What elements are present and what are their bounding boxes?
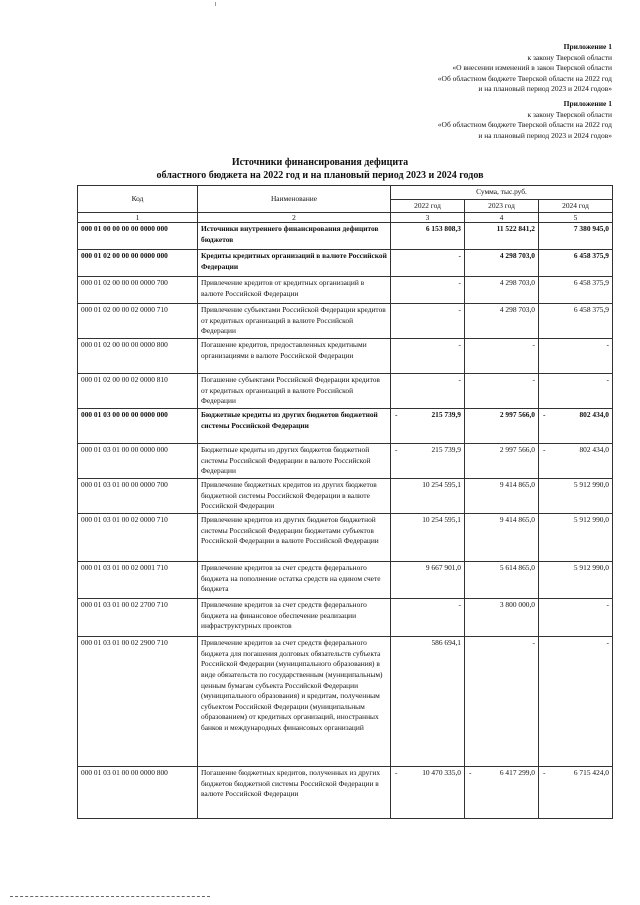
- row-value-2024: [539, 339, 613, 374]
- title-line-2: областного бюджета на 2022 год и на плановый период 2023 и 2024 годов: [156, 170, 484, 181]
- row-value-2024: [539, 767, 613, 819]
- value-text: -: [458, 251, 461, 261]
- value-text: -: [458, 305, 461, 315]
- value-text: -: [606, 600, 609, 610]
- row-value-2023: [465, 304, 539, 339]
- row-value-2024: [539, 444, 613, 479]
- appendix-header-amending: [438, 42, 612, 95]
- value-text: -: [458, 600, 461, 610]
- row-name: Бюджетные кредиты из других бюджетов бюджетной системы Российской Федерации: [198, 409, 391, 444]
- value-text: 802 434,0: [579, 410, 609, 420]
- minus-sign: -: [395, 410, 398, 420]
- row-name: Привлечение кредитов за счет средств федерального бюджета на пополнение остатка средств на едином счете бюджета: [198, 562, 391, 599]
- value-text: 6 153 808,3: [425, 224, 461, 234]
- row-value-2022: [391, 304, 465, 339]
- row-code: 000 01 03 01 00 02 2900 710: [78, 637, 198, 767]
- appendix-line: к закону Тверской области: [527, 52, 612, 62]
- row-value-2024: [539, 599, 613, 637]
- row-code: 000 01 02 00 00 00 0000 000: [78, 250, 198, 277]
- value-text: -: [458, 278, 461, 288]
- value-text: 2 997 566,0: [499, 445, 535, 455]
- value-text: -: [458, 340, 461, 350]
- table-row: [78, 767, 613, 819]
- value-text: -: [606, 340, 609, 350]
- row-code: 000 01 02 00 00 02 0000 810: [78, 374, 198, 409]
- row-value-2024: [539, 479, 613, 514]
- value-text: 9 414 865,0: [499, 480, 535, 490]
- appendix-header-original: [438, 99, 612, 141]
- row-name: Погашение субъектами Российской Федерации кредитов от кредитных организаций в валюте Российской Федерации: [198, 374, 391, 409]
- row-value-2024: [539, 250, 613, 277]
- table-row: [78, 409, 613, 444]
- row-value-2023: [465, 409, 539, 444]
- value-text: -: [458, 375, 461, 385]
- table-body: [78, 223, 613, 819]
- minus-sign: -: [543, 768, 546, 778]
- value-text: 6 715 424,0: [573, 768, 609, 778]
- value-text: 5 912 990,0: [573, 515, 609, 525]
- table-row: [78, 599, 613, 637]
- value-text: 7 380 945,0: [573, 224, 609, 234]
- value-text: 5 912 990,0: [573, 480, 609, 490]
- column-index: 4: [465, 213, 539, 223]
- appendix-line: и на плановый период 2023 и 2024 годов»: [478, 130, 612, 140]
- row-value-2022: [391, 479, 465, 514]
- value-text: -: [606, 638, 609, 648]
- value-text: 10 254 595,1: [422, 480, 461, 490]
- row-value-2024: [539, 562, 613, 599]
- table-row: [78, 250, 613, 277]
- row-value-2024: [539, 409, 613, 444]
- table-row: [78, 514, 613, 562]
- row-value-2023: [465, 339, 539, 374]
- row-code: 000 01 03 00 00 00 0000 000: [78, 409, 198, 444]
- appendix-line: «Об областном бюджете Тверской области на 2022 год: [437, 120, 612, 129]
- table-row: [78, 444, 613, 479]
- appendix-line: к закону Тверской области: [527, 109, 612, 119]
- row-name: Погашение кредитов, предоставленных кредитными организациями в валюте Российской Федерации: [198, 339, 391, 374]
- row-name: Привлечение кредитов за счет средств федерального бюджета на финансовое обеспечение реализации инфраструктурных проектов: [198, 599, 391, 637]
- scan-mark: [215, 2, 216, 6]
- row-value-2024: [539, 514, 613, 562]
- value-text: 2 997 566,0: [499, 410, 535, 420]
- financing-sources-table: [77, 185, 613, 819]
- value-text: 10 470 335,0: [422, 768, 461, 778]
- row-name: Привлечение бюджетных кредитов из других бюджетов бюджетной системы Российской Федерации в валюте Российской Федерации: [198, 479, 391, 514]
- footer-rule: [10, 896, 210, 897]
- column-header-code: Код: [78, 186, 198, 213]
- row-value-2022: [391, 562, 465, 599]
- column-header-name: Наименование: [198, 186, 391, 213]
- value-text: 5 912 990,0: [573, 563, 609, 573]
- value-text: 215 739,9: [431, 410, 461, 420]
- row-name: Кредиты кредитных организаций в валюте Российской Федерации: [198, 250, 391, 277]
- column-index: 2: [198, 213, 391, 223]
- appendix-line: «Об областном бюджете Тверской области на 2022 год: [437, 73, 612, 83]
- column-index: 5: [539, 213, 613, 223]
- row-code: 000 01 00 00 00 00 0000 000: [78, 223, 198, 250]
- row-value-2023: [465, 374, 539, 409]
- row-value-2023: [465, 514, 539, 562]
- table-row: [78, 562, 613, 599]
- row-value-2024: [539, 304, 613, 339]
- column-header-year: 2024 год: [539, 199, 613, 213]
- row-name: Погашение бюджетных кредитов, полученных из других бюджетов бюджетной системы Российской Федерации в валюте Российской Федерации: [198, 767, 391, 819]
- value-text: 215 739,9: [431, 445, 461, 455]
- row-value-2022: [391, 514, 465, 562]
- row-value-2022: [391, 637, 465, 767]
- row-value-2024: [539, 223, 613, 250]
- appendix-line: «О внесении изменений в закон Тверской области: [452, 63, 612, 72]
- value-text: 6 458 375,9: [573, 278, 609, 288]
- table-row: [78, 304, 613, 339]
- row-value-2023: [465, 767, 539, 819]
- row-code: 000 01 03 01 00 02 0000 710: [78, 514, 198, 562]
- table-row: [78, 479, 613, 514]
- value-text: 11 522 841,2: [496, 224, 535, 234]
- value-text: 9 667 901,0: [425, 563, 461, 573]
- table-row: [78, 339, 613, 374]
- value-text: 10 254 595,1: [422, 515, 461, 525]
- row-value-2024: [539, 277, 613, 304]
- row-name: Привлечение субъектами Российской Федерации кредитов от кредитных организаций в валюте Российской Федерации: [198, 304, 391, 339]
- column-header-year: 2023 год: [465, 199, 539, 213]
- row-name: Привлечение кредитов от кредитных организаций в валюте Российской Федерации: [198, 277, 391, 304]
- row-value-2023: [465, 562, 539, 599]
- row-value-2023: [465, 637, 539, 767]
- value-text: 6 417 299,0: [499, 768, 535, 778]
- appendix-title: Приложение 1: [563, 42, 612, 51]
- minus-sign: -: [543, 410, 546, 420]
- column-index: 3: [391, 213, 465, 223]
- value-text: 5 614 865,0: [499, 563, 535, 573]
- value-text: 3 800 000,0: [499, 600, 535, 610]
- value-text: 4 298 703,0: [499, 278, 535, 288]
- table-row: [78, 637, 613, 767]
- minus-sign: -: [543, 445, 546, 455]
- column-index: 1: [78, 213, 198, 223]
- value-text: 4 298 703,0: [499, 251, 535, 261]
- value-text: -: [532, 638, 535, 648]
- value-text: -: [606, 375, 609, 385]
- value-text: 4 298 703,0: [499, 305, 535, 315]
- document-title: [0, 156, 640, 182]
- row-value-2023: [465, 223, 539, 250]
- row-value-2022: [391, 339, 465, 374]
- row-value-2022: [391, 223, 465, 250]
- table-row: [78, 223, 613, 250]
- row-code: 000 01 03 01 00 00 0000 700: [78, 479, 198, 514]
- value-text: 802 434,0: [579, 445, 609, 455]
- row-name: Привлечение кредитов из других бюджетов бюджетной системы Российской Федерации бюджетами субъектов Российской Федерации в валюте Российской Федерации: [198, 514, 391, 562]
- row-code: 000 01 03 01 00 00 0000 000: [78, 444, 198, 479]
- row-value-2024: [539, 637, 613, 767]
- row-value-2023: [465, 479, 539, 514]
- row-value-2023: [465, 277, 539, 304]
- column-header-year: 2022 год: [391, 199, 465, 213]
- row-code: 000 01 03 01 00 02 0001 710: [78, 562, 198, 599]
- row-value-2023: [465, 444, 539, 479]
- row-code: 000 01 02 00 00 02 0000 710: [78, 304, 198, 339]
- table-row: [78, 277, 613, 304]
- row-value-2023: [465, 250, 539, 277]
- row-value-2022: [391, 374, 465, 409]
- row-value-2024: [539, 374, 613, 409]
- value-text: -: [532, 340, 535, 350]
- row-value-2022: [391, 409, 465, 444]
- row-code: 000 01 02 00 00 00 0000 800: [78, 339, 198, 374]
- minus-sign: -: [395, 445, 398, 455]
- row-code: 000 01 03 01 00 02 2700 710: [78, 599, 198, 637]
- table-row: [78, 374, 613, 409]
- minus-sign: -: [395, 768, 398, 778]
- value-text: 9 414 865,0: [499, 515, 535, 525]
- row-value-2022: [391, 767, 465, 819]
- value-text: 586 694,1: [431, 638, 461, 648]
- title-line-1: Источники финансирования дефицита: [231, 157, 409, 168]
- column-header-sum: Сумма, тыс.руб.: [391, 186, 613, 200]
- appendix-line: и на плановый период 2023 и 2024 годов»: [478, 84, 612, 93]
- value-text: 6 458 375,9: [573, 305, 609, 315]
- value-text: -: [532, 375, 535, 385]
- row-value-2022: [391, 250, 465, 277]
- row-value-2022: [391, 277, 465, 304]
- row-value-2023: [465, 599, 539, 637]
- row-code: 000 01 02 00 00 00 0000 700: [78, 277, 198, 304]
- row-code: 000 01 03 01 00 00 0000 800: [78, 767, 198, 819]
- row-name: Привлечение кредитов за счет средств федерального бюджета для погашения долговых обязательств субъекта Российской Федерации (муниципального образования) в виде обязательств по государственным (муниципальным) ценным бумагам субъекта Российской Федерации (муниципального образования) и кредитам, полученным субъектом Российской Федерации (муниципальным образованием) от кредитных организаций, иностранных банков и международных финансовых организаций: [198, 637, 391, 767]
- minus-sign: -: [469, 768, 472, 778]
- row-value-2022: [391, 599, 465, 637]
- row-name: Источники внутреннего финансирования дефицитов бюджетов: [198, 223, 391, 250]
- value-text: 6 458 375,9: [573, 251, 609, 261]
- row-name: Бюджетные кредиты из других бюджетов бюджетной системы Российской Федерации в валюте Российской Федерации: [198, 444, 391, 479]
- appendix-title: Приложение 1: [563, 99, 612, 108]
- row-value-2022: [391, 444, 465, 479]
